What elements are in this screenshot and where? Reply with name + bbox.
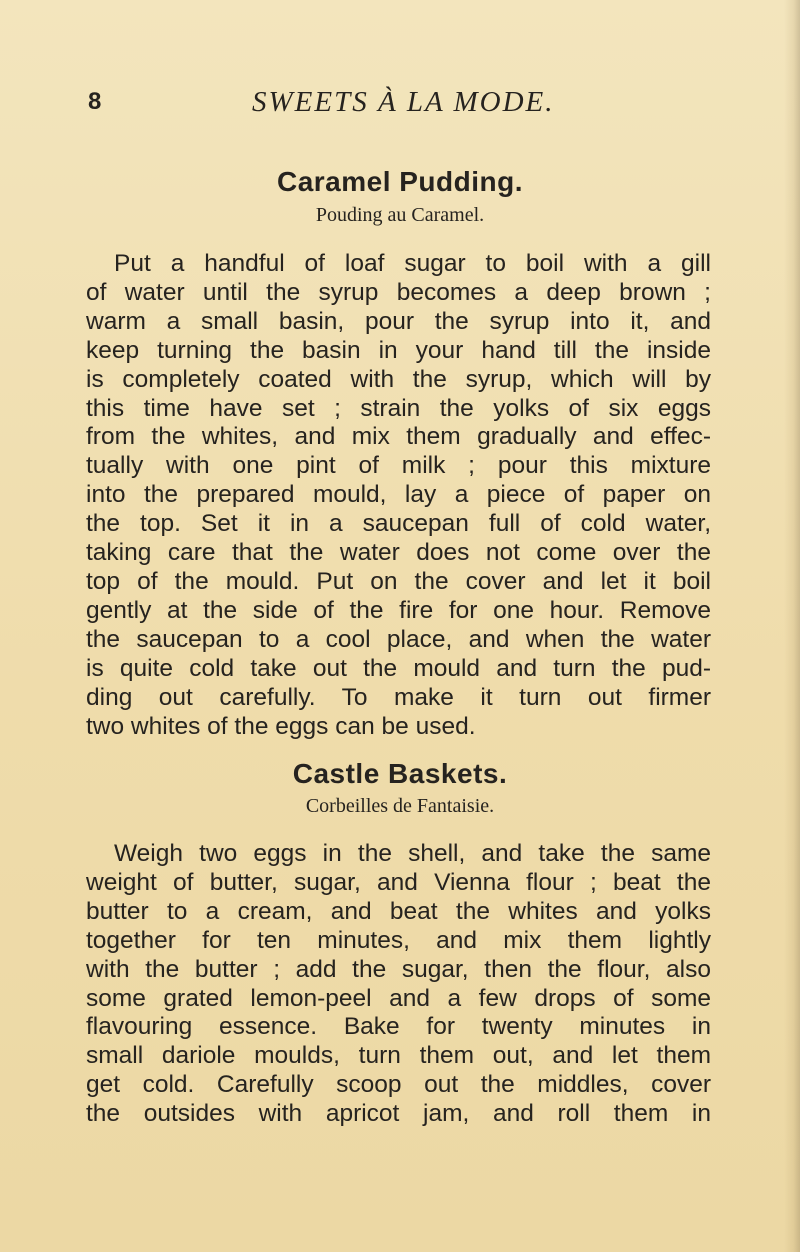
text-line: ding out carefully. To make it turn out firmer xyxy=(86,683,711,711)
text-line: the saucepan to a cool place, and when the water xyxy=(86,625,711,653)
text-line: the outsides with apricot jam, and roll them in xyxy=(86,1100,711,1128)
text-line: tually with one pint of milk ; pour this mixture xyxy=(86,452,711,480)
text-line: from the whites, and mix them gradually and effec- xyxy=(86,423,711,451)
text-line: this time have set ; strain the yolks of six eggs xyxy=(86,394,711,422)
recipe-title-castle-baskets: Castle Baskets. xyxy=(292,758,508,789)
text-line: keep turning the basin in your hand till the inside xyxy=(86,336,711,364)
running-head xyxy=(88,86,708,126)
text-line: gently at the side of the fire for one hour. Remove xyxy=(86,596,711,624)
text-line: together for ten minutes, and mix them lightly xyxy=(86,926,711,954)
text-line: butter to a cream, and beat the whites and yolks xyxy=(86,897,711,925)
text-line: some grated lemon-peel and a few drops of some xyxy=(86,984,711,1012)
text-line: two whites of the eggs can be used. xyxy=(86,712,476,740)
recipe-title-caramel-pudding: Caramel Pudding. xyxy=(276,166,524,197)
text-line: weight of butter, sugar, and Vienna flour ; beat the xyxy=(86,868,711,896)
recipe-subtitle-caramel-pudding: Pouding au Caramel. xyxy=(315,204,485,226)
text-line: Put a handful of loaf sugar to boil with a gill xyxy=(114,250,711,277)
page-number: 8 xyxy=(88,88,102,115)
text-line: flavouring essence. Bake for twenty minutes in xyxy=(86,1013,711,1041)
text-line: Weigh two eggs in the shell, and take the same xyxy=(114,840,711,867)
text-line: with the butter ; add the sugar, then the flour, also xyxy=(86,955,711,983)
text-line: is quite cold take out the mould and turn the pud- xyxy=(86,654,711,682)
recipe-body-castle-baskets xyxy=(86,840,711,1129)
text-line: is completely coated with the syrup, which will by xyxy=(86,365,711,393)
text-line: warm a small basin, pour the syrup into it, and xyxy=(86,307,711,335)
text-line: taking care that the water does not come over the xyxy=(86,539,711,567)
text-line: of water until the syrup becomes a deep brown ; xyxy=(86,278,711,306)
text-line: small dariole moulds, turn them out, and let them xyxy=(86,1042,711,1070)
text-line: the top. Set it in a saucepan full of cold water, xyxy=(86,510,711,538)
book-title: SWEETS À LA MODE. xyxy=(252,86,555,118)
text-line: into the prepared mould, lay a piece of paper on xyxy=(86,481,711,509)
text-line: get cold. Carefully scoop out the middles, cover xyxy=(86,1071,711,1099)
text-line: top of the mould. Put on the cover and let it boil xyxy=(86,567,711,595)
recipe-body-caramel-pudding xyxy=(86,250,711,741)
recipe-subtitle-castle-baskets: Corbeilles de Fantaisie. xyxy=(305,795,495,817)
